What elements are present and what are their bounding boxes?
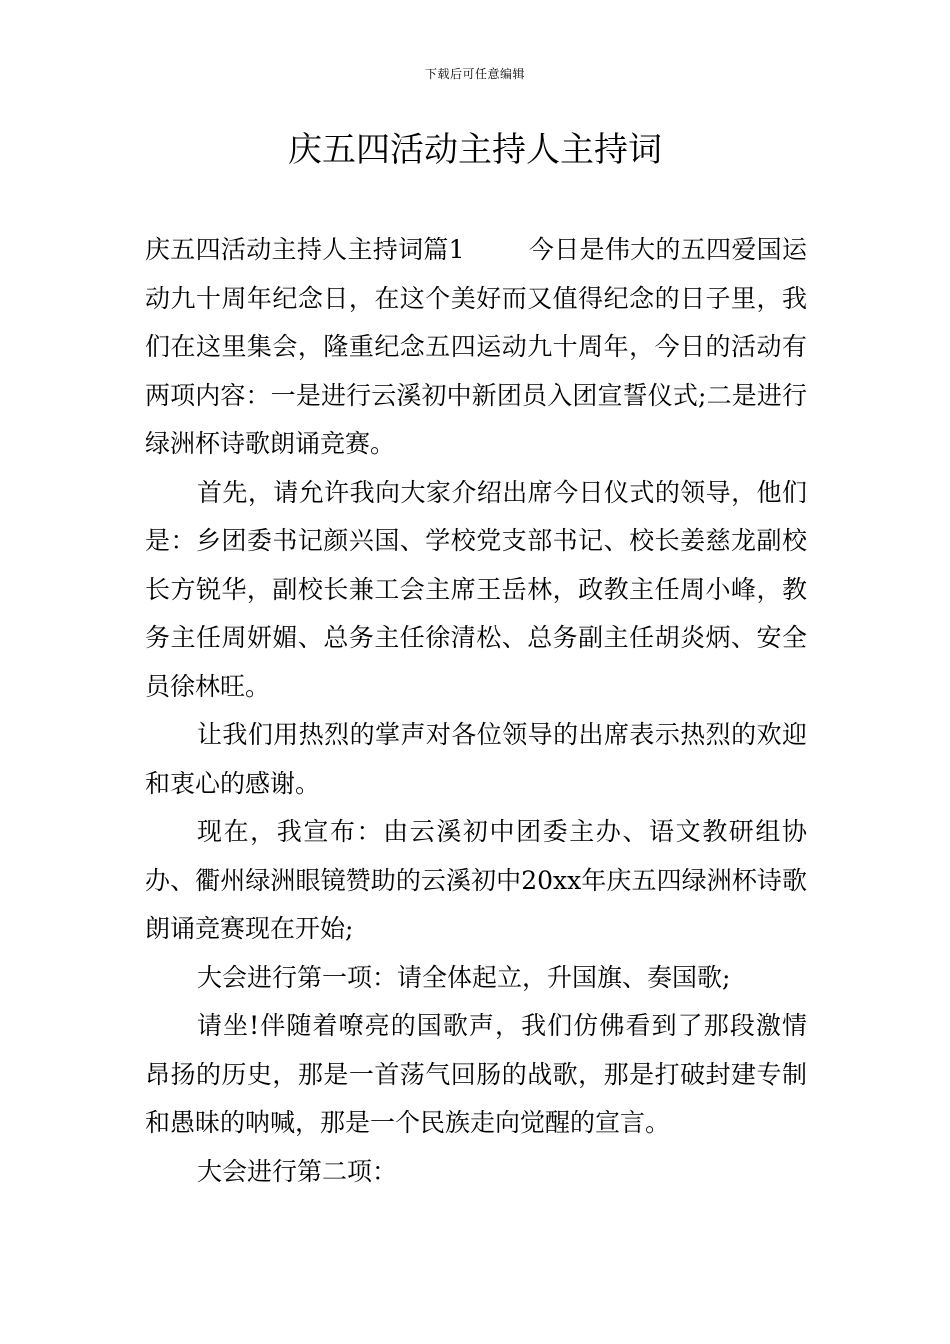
paragraph-6: 请坐!伴随着嘹亮的国歌声，我们仿佛看到了那段激情昂扬的历史，那是一首荡气回肠的战歌，那是打破封建专制和愚昧的呐喊，那是一个民族走向觉醒的宣言。 [145,1011,807,1137]
paragraph-4: 现在，我宣布：由云溪初中团委主办、语文教研组协办、衢州绿洲眼镜赞助的云溪初中20xx年庆五四绿洲杯诗歌朗诵竞赛现在开始; [145,817,807,943]
paragraph-7: 大会进行第二项： [197,1156,398,1186]
paragraph-1-text: 今日是伟大的五四爱国运动九十周年纪念日，在这个美好而又值得纪念的日子里，我们在这里集会，隆重纪念五四运动九十周年，今日的活动有两项内容：一是进行云溪初中新团员入团宣誓仪式;二是进行绿洲杯诗歌朗诵竞赛。 [145,235,807,458]
paragraph-1-lead: 庆五四活动主持人主持词篇1 [145,235,465,264]
paragraph-2: 首先，请允许我向大家介绍出席今日仪式的领导，他们是：乡团委书记颜兴国、学校党支部书记、校长姜慈龙副校长方锐华，副校长兼工会主席王岳林，政教主任周小峰，教务主任周妍媚、总务主任徐清松、总务副主任胡炎炳、安全员徐林旺。 [145,477,807,701]
document-title: 庆五四活动主持人主持词 [288,130,662,170]
paragraph-1 [145,226,807,469]
paragraph-3: 让我们用热烈的掌声对各位领导的出席表示热烈的欢迎和衷心的感谢。 [145,720,807,798]
document-body [145,226,807,1196]
header-note: 下载后可任意编辑 [424,67,525,81]
paragraph-5: 大会进行第一项：请全体起立，升国旗、奏国歌; [197,962,731,992]
